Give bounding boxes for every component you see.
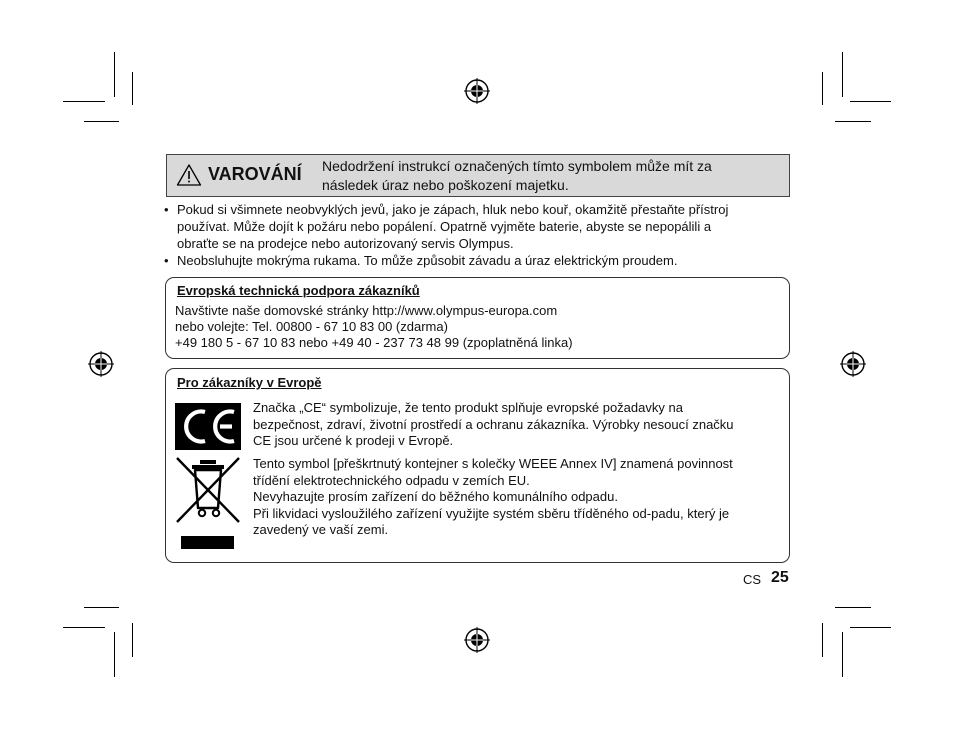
crop-mark bbox=[822, 623, 823, 657]
crop-mark bbox=[842, 632, 843, 677]
list-item bbox=[164, 252, 784, 269]
ce-text-line: CE jsou určené k prodeji v Evropě. bbox=[253, 433, 454, 448]
europe-title: Pro zákazníky v Evropě bbox=[177, 375, 322, 390]
ce-text-line: Značka „CE“ symbolizuje, že tento produkt splňuje evropské požadavky na bbox=[253, 400, 683, 415]
bullet-text-line: používat. Může dojít k požáru nebo popálení. Opatrně vyjměte baterie, abyste se nepopálili a bbox=[177, 219, 712, 234]
registration-mark-icon bbox=[464, 627, 490, 653]
weee-text-line: třídění elektrotechnického odpadu v zemích EU. bbox=[253, 472, 530, 488]
warning-bullets bbox=[164, 201, 784, 269]
ce-description bbox=[253, 400, 778, 450]
ce-text-line: bezpečnost, zdraví, životní prostředí a ochranu zákazníka. Výrobky nesoucí značku bbox=[253, 416, 734, 432]
list-item bbox=[164, 201, 784, 252]
registration-mark-icon bbox=[464, 78, 490, 104]
warning-label bbox=[166, 154, 311, 195]
crop-mark bbox=[822, 72, 823, 105]
weee-crossed-bin-icon bbox=[175, 456, 241, 550]
support-phone-free-line: nebo volejte: Tel. 00800 - 67 10 83 00 (zdarma) bbox=[175, 319, 448, 334]
crop-mark bbox=[835, 121, 871, 122]
crop-mark bbox=[84, 607, 119, 608]
crop-mark bbox=[850, 101, 891, 102]
crop-mark bbox=[63, 627, 105, 628]
crop-mark bbox=[842, 52, 843, 97]
weee-text-line: Tento symbol [přeškrtnutý kontejner s kolečky WEEE Annex IV] znamená povinnost bbox=[253, 456, 733, 471]
support-title: Evropská technická podpora zákazníků bbox=[177, 283, 420, 298]
registration-mark-icon bbox=[840, 351, 866, 377]
support-phone-paid-line: +49 180 5 - 67 10 83 nebo +49 40 - 237 73 48 99 (zpoplatněná linka) bbox=[175, 335, 573, 350]
weee-description bbox=[253, 456, 778, 539]
crop-mark bbox=[84, 121, 119, 122]
language-code: CS bbox=[743, 572, 762, 587]
bullet-text-line: Pokud si všimnete neobvyklých jevů, jako je zápach, hluk nebo kouř, okamžitě přestaňte přístroj bbox=[177, 202, 729, 217]
weee-text-line: zavedený ve vaší zemi. bbox=[253, 522, 389, 537]
page-number: 25 bbox=[771, 569, 789, 586]
support-website-line: Navštivte naše domovské stránky http://www.olympus-europa.com bbox=[175, 303, 558, 318]
crop-mark bbox=[850, 627, 891, 628]
crop-mark bbox=[114, 632, 115, 677]
bullet-symbol: • bbox=[164, 202, 169, 217]
crop-mark bbox=[132, 72, 133, 105]
weee-text-line: Při likvidaci vysloužilého zařízení využijte systém sběru tříděného od-padu, který je bbox=[253, 505, 730, 521]
crop-mark bbox=[63, 101, 105, 102]
weee-text-line: Nevyhazujte prosím zařízení do běžného komunálního odpadu. bbox=[253, 489, 618, 504]
warning-text-line: následek úraz nebo poškození majetku. bbox=[322, 177, 569, 193]
bullet-text-line: Neobsluhujte mokrýma rukama. To může způsobit závadu a úraz elektrickým proudem. bbox=[177, 253, 678, 268]
warning-title: VAROVÁNÍ bbox=[208, 164, 302, 184]
warning-text-line: Nedodržení instrukcí označených tímto symbolem může mít za bbox=[322, 158, 712, 174]
bullet-text-line: obraťte se na prodejce nebo autorizovaný servis Olympus. bbox=[177, 236, 514, 251]
ce-mark-icon bbox=[175, 403, 241, 450]
crop-mark bbox=[114, 52, 115, 97]
warning-text bbox=[322, 157, 782, 195]
registration-mark-icon bbox=[88, 351, 114, 377]
crop-mark bbox=[132, 623, 133, 657]
bullet-symbol: • bbox=[164, 253, 169, 268]
warning-triangle-icon bbox=[176, 163, 202, 187]
crop-mark bbox=[835, 607, 871, 608]
